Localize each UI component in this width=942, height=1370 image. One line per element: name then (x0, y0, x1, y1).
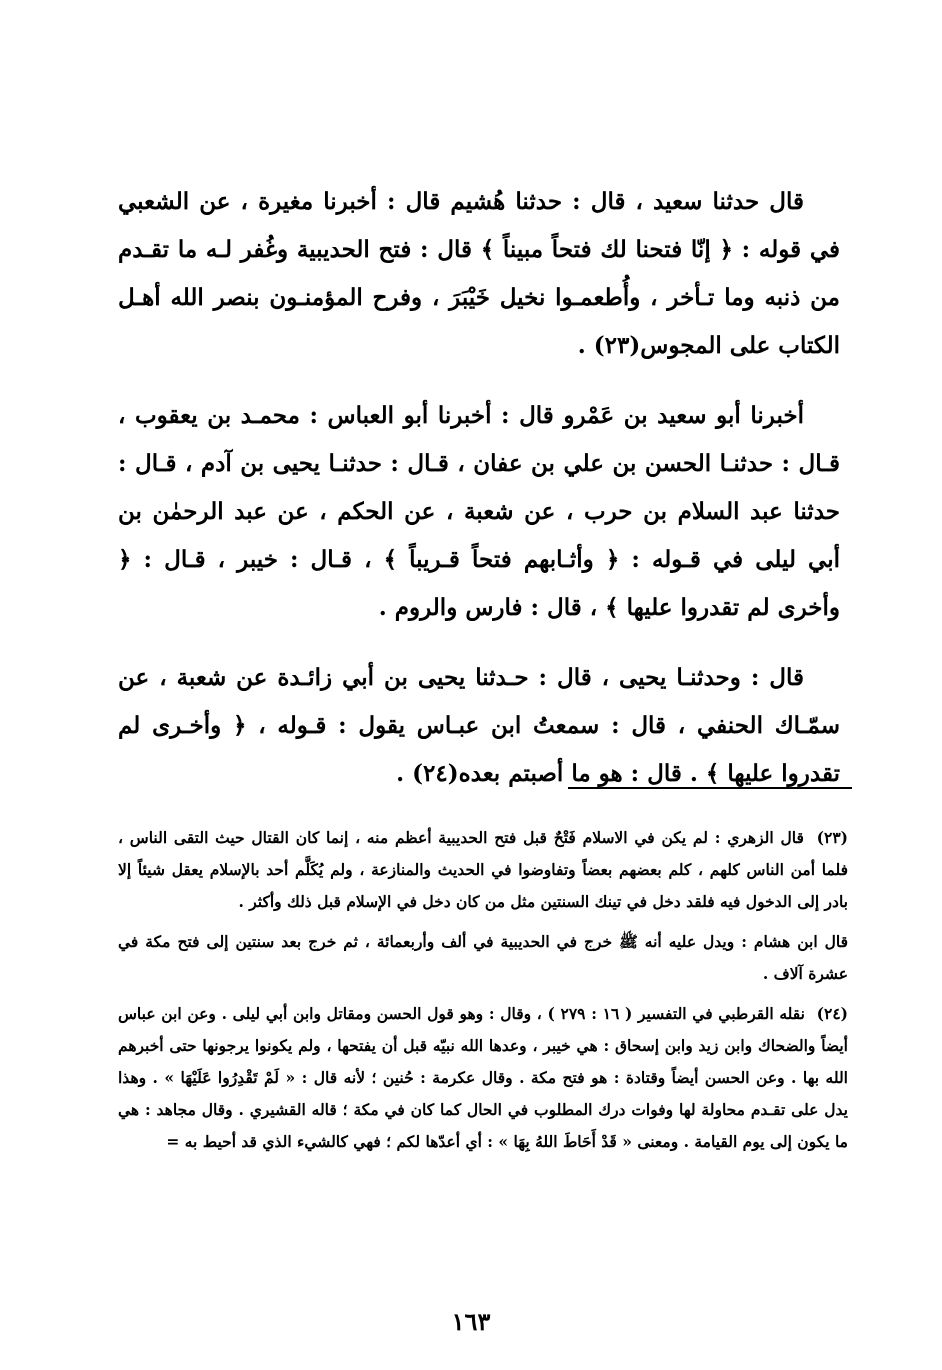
page-number: ١٦٣ (451, 1307, 491, 1336)
paragraph-2-text: أخبرنا أبو سعيد بن عَمْرو قال : أخبرنا أبو العباس : محمـد بن يعقوب ، قـال : حدثنـا الحسن بن علي بن عفان ، قـال : حدثنـا يحيى بن آدم ، قـال : حدثنا عبد السلام بن حرب ، عن شعبة ، عن الحكم ، عن عبد الرحمٰن بن أبي ليلى في قـوله : ﴿ وأثـابهم فتحاً قـريباً ﴾ ، قـال : خيبر ، قـال : ﴿ وأخرى لم تقدروا عليها ﴾ ، قال : فارس والروم . (118, 402, 840, 621)
footnotes (118, 822, 848, 1166)
paragraph-2 (118, 392, 840, 632)
footnote-23-continuation-text: قال ابن هشام : ويدل عليه أنه ﷺ خرج في الحديبية في ألف وأربعمائة ، ثم خرج بعد سنتين إلى فتح مكة في عشرة آلاف . (118, 932, 848, 983)
paragraph-3-text: قال : وحدثنـا يحيى ، قال : حـدثنا يحيى بن أبي زائـدة عن شعبة ، عن سمّـاك الحنفي ، قال : سمعتُ ابن عبـاس يقول : قـوله ، ﴿ وأخـرى لم تقدروا عليها ﴾ . قال : هو ما أصبتم بعده(٢٤) . (118, 664, 840, 787)
main-text (118, 178, 840, 820)
footnote-separator (568, 787, 852, 789)
footnote-24-text: نقله القرطبي في التفسير ( ١٦ : ٢٧٩ ) ، وقال : وهو قول الحسن ومقاتل وابن أبي ليلى . وعن ابن عباس أيضاً والضحاك وابن زيد وابن إسحاق : هي خيبر ، وعدها الله نبيّه قبل أن يفتحها ، ولم يكونوا يرجونها حتى أخبرهم الله بها . وعن الحسن أيضاً وقتادة : هو فتح مكة . وقال عكرمة : حُنين ؛ لأنه قال : « لَمْ تَقْدِرُوا عَلَيْهَا » . وهذا يدل على تقـدم محاولة لها وفوات درك المطلوب في الحال كما كان في مكة ؛ قاله القشيري . وقال مجاهد : هي ما يكون إلى يوم القيامة . ومعنى « قَدْ أَحَاطَ اللهُ بِهَا » : أي أعدّها لكم ؛ فهي كالشيء الذي قد أحيط به = (118, 1004, 848, 1151)
paragraph-3 (118, 654, 840, 798)
footnote-24 (118, 998, 848, 1158)
footnote-23-continuation (118, 926, 848, 990)
footnote-23-number: (٢٣) (816, 828, 849, 847)
footnote-23-text: قال الزهري : لم يكن في الاسلام فَتْحٌ قبل فتح الحديبية أعظم منه ، إنما كان القتال حيث التقى الناس ، فلما أمن الناس كلهم ، كلم بعضهم بعضاً وتفاوضوا في الحديث والمنازعة ، ولم يُكَلَّم أحد بالإسلام يعقل شيئاً إلا بادر إلى الدخول فيه فلقد دخل في تينك السنتين مثل من كان دخل في الإسلام قبل ذلك وأكثر . (118, 828, 848, 911)
paragraph-1-text: قال حدثنا سعيد ، قال : حدثنا هُشيم قال : أخبرنا مغيرة ، عن الشعبي في قوله : ﴿ إنّا فتحنا لك فتحاً مبيناً ﴾ قال : فتح الحديبية وغُفر لـه ما تقـدم من ذنبه وما تـأخر ، وأُطعمـوا نخيل خَيْبَرَ ، وفرح المؤمنـون بنصر الله أهـل الكتاب على المجوس(٢٣) . (118, 188, 840, 359)
paragraph-1 (118, 178, 840, 370)
footnote-24-number: (٢٤) (816, 1004, 849, 1023)
footnote-23 (118, 822, 848, 918)
